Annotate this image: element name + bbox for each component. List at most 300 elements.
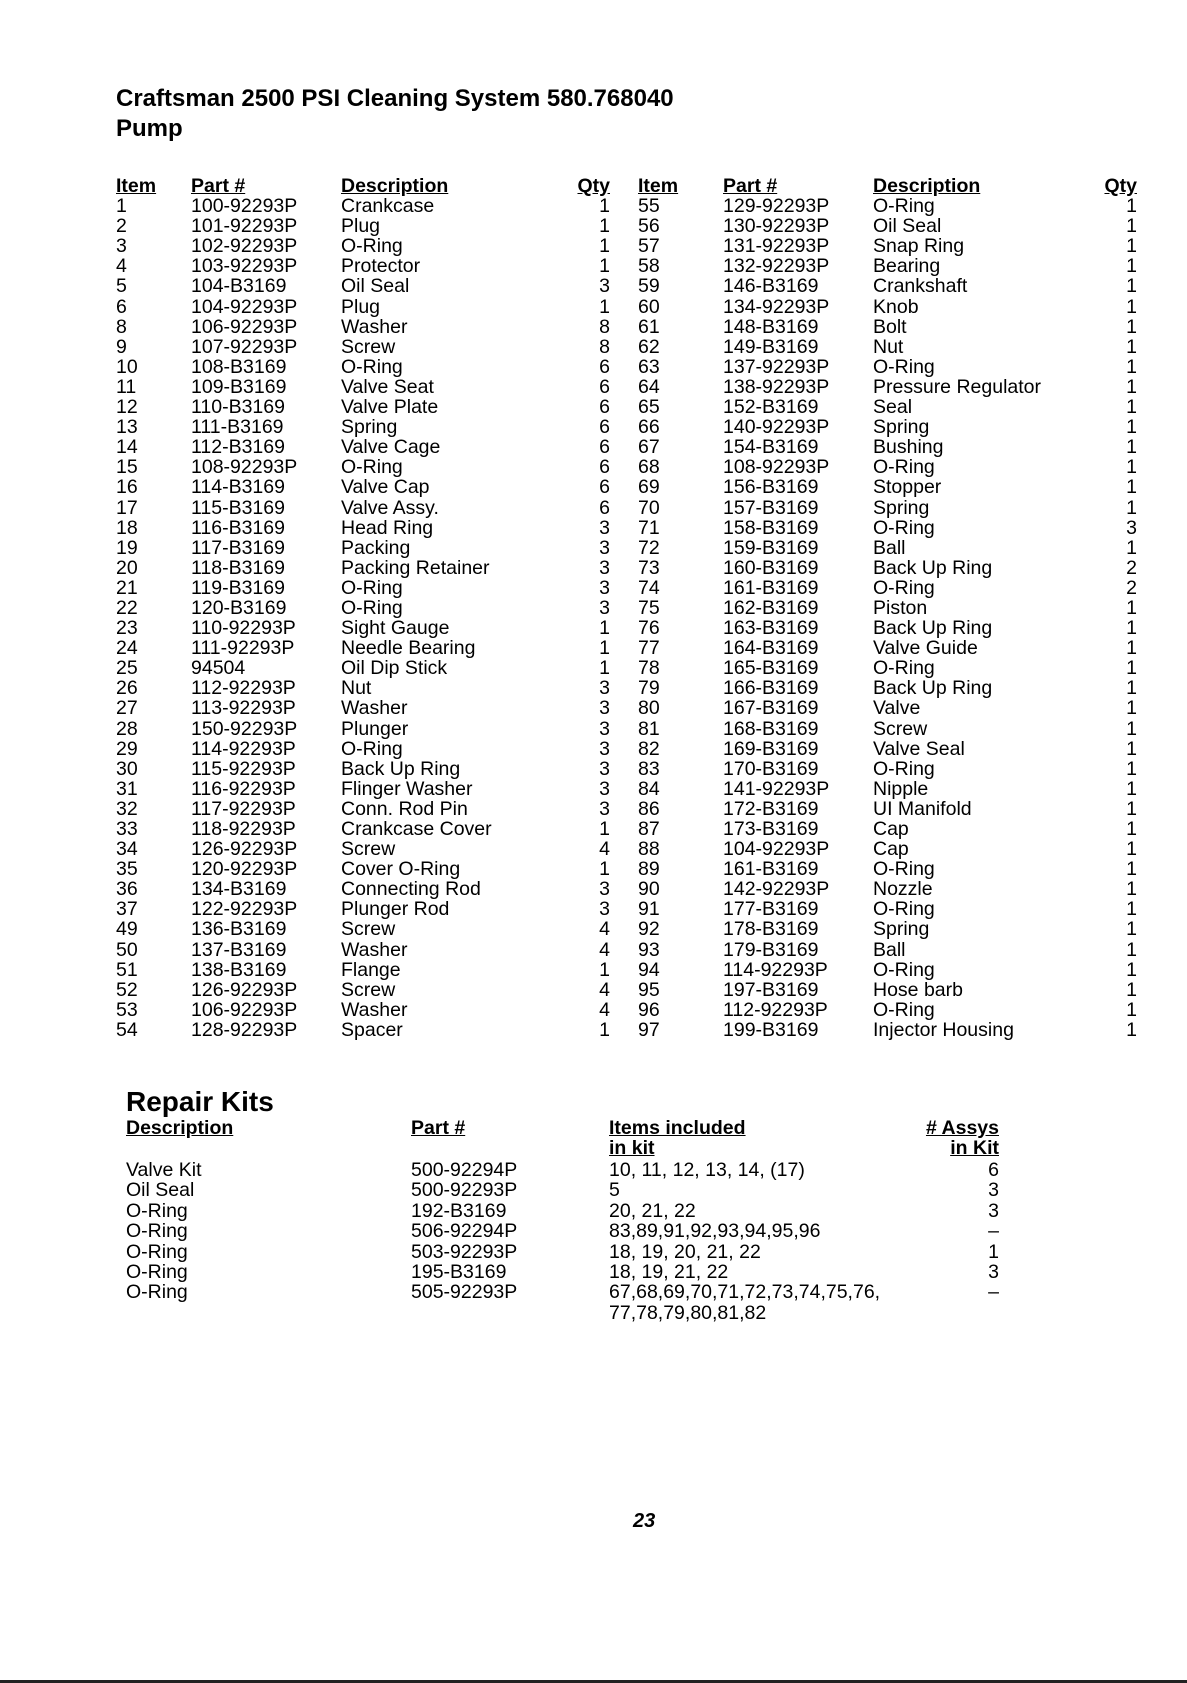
item-number: 70 bbox=[638, 496, 660, 519]
table-row bbox=[116, 357, 610, 377]
part-number: 114-92293P bbox=[191, 737, 296, 760]
part-description: Pressure Regulator bbox=[873, 375, 1041, 398]
part-description: Protector bbox=[341, 255, 421, 278]
part-qty: 1 bbox=[1126, 717, 1137, 740]
header-description: Description bbox=[341, 175, 449, 197]
parts-table-left bbox=[116, 176, 610, 1040]
part-qty: 1 bbox=[1126, 315, 1137, 338]
table-row bbox=[638, 417, 1137, 437]
item-number: 15 bbox=[116, 456, 138, 479]
repair-kits-title: Repair Kits bbox=[126, 1086, 274, 1117]
part-number: 157-B3169 bbox=[723, 496, 819, 519]
part-description: Screw bbox=[873, 717, 928, 740]
table-row bbox=[116, 698, 610, 718]
item-number: 17 bbox=[116, 496, 138, 519]
part-description: Oil Dip Stick bbox=[341, 657, 448, 680]
part-description: Nozzle bbox=[873, 878, 933, 901]
kit-row bbox=[126, 1303, 999, 1323]
kit-assys-count: – bbox=[988, 1281, 999, 1304]
kits-rows bbox=[126, 1160, 999, 1323]
kit-row bbox=[126, 1221, 999, 1241]
part-description: Spring bbox=[341, 416, 398, 439]
part-description: O-Ring bbox=[341, 355, 403, 378]
item-number: 76 bbox=[638, 617, 660, 640]
item-number: 10 bbox=[116, 355, 138, 378]
table-row bbox=[116, 397, 610, 417]
part-description: UI Manifold bbox=[873, 797, 972, 820]
document-title bbox=[116, 84, 674, 144]
kit-items-included: 67,68,69,70,71,72,73,74,75,76, bbox=[609, 1281, 881, 1304]
table-row bbox=[638, 638, 1137, 658]
part-number: 104-B3169 bbox=[191, 275, 287, 298]
item-number: 31 bbox=[116, 777, 138, 800]
table-row bbox=[116, 638, 610, 658]
part-qty: 1 bbox=[599, 1018, 610, 1041]
part-qty: 8 bbox=[599, 335, 610, 358]
part-description: Plug bbox=[341, 295, 381, 318]
table-row bbox=[116, 980, 610, 1000]
part-number: 104-92293P bbox=[191, 295, 298, 318]
part-qty: 3 bbox=[599, 898, 610, 921]
part-description: Flange bbox=[341, 958, 401, 981]
part-qty: 6 bbox=[599, 396, 610, 419]
kit-row bbox=[126, 1242, 999, 1262]
part-description: O-Ring bbox=[341, 737, 403, 760]
item-number: 54 bbox=[116, 1018, 138, 1041]
part-description: Valve Cap bbox=[341, 476, 430, 499]
part-number: 117-B3169 bbox=[191, 536, 285, 559]
parts-table-right bbox=[638, 176, 1137, 1040]
part-qty: 8 bbox=[599, 315, 610, 338]
part-qty: 1 bbox=[599, 858, 610, 881]
part-qty: 1 bbox=[1126, 777, 1137, 800]
part-number: 138-B3169 bbox=[191, 958, 287, 981]
table-row bbox=[116, 498, 610, 518]
item-number: 14 bbox=[116, 436, 138, 459]
table-row bbox=[638, 297, 1137, 317]
part-qty: 1 bbox=[1126, 335, 1137, 358]
part-description: O-Ring bbox=[873, 657, 935, 680]
part-qty: 1 bbox=[1126, 275, 1137, 298]
part-qty: 1 bbox=[1126, 978, 1137, 1001]
item-number: 92 bbox=[638, 918, 660, 941]
part-description: Washer bbox=[341, 315, 408, 338]
kits-header-assys bbox=[909, 1118, 999, 1159]
item-number: 37 bbox=[116, 898, 138, 921]
header-qty: Qty bbox=[1104, 175, 1137, 197]
part-number: 158-B3169 bbox=[723, 516, 819, 539]
table-row bbox=[638, 919, 1137, 939]
table-row bbox=[116, 477, 610, 497]
table-row bbox=[638, 739, 1137, 759]
part-number: 101-92293P bbox=[191, 215, 298, 238]
part-number: 108-92293P bbox=[191, 456, 298, 479]
part-description: O-Ring bbox=[873, 757, 935, 780]
table-row bbox=[638, 216, 1137, 236]
part-qty: 2 bbox=[1126, 556, 1137, 579]
part-qty: 1 bbox=[1126, 818, 1137, 840]
item-number: 33 bbox=[116, 818, 138, 840]
item-number: 62 bbox=[638, 335, 660, 358]
table-row bbox=[638, 618, 1137, 638]
part-description: Valve Seat bbox=[341, 375, 434, 398]
item-number: 95 bbox=[638, 978, 660, 1001]
part-description: Piston bbox=[873, 596, 928, 619]
part-qty: 2 bbox=[1126, 576, 1137, 599]
part-number: 100-92293P bbox=[191, 195, 298, 218]
part-number: 116-B3169 bbox=[191, 516, 285, 539]
kit-part-number: 506-92294P bbox=[411, 1220, 518, 1243]
part-number: 132-92293P bbox=[723, 255, 830, 278]
kits-header-description: Description bbox=[126, 1117, 234, 1139]
item-number: 2 bbox=[116, 215, 127, 238]
kits-header-items-line2: in kit bbox=[609, 1137, 655, 1160]
part-qty: 1 bbox=[1126, 536, 1137, 559]
item-number: 88 bbox=[638, 838, 660, 861]
part-description: Ball bbox=[873, 938, 906, 961]
part-number: 118-B3169 bbox=[191, 556, 285, 579]
part-qty: 6 bbox=[599, 496, 610, 519]
table-row bbox=[116, 276, 610, 296]
item-number: 68 bbox=[638, 456, 660, 479]
item-number: 61 bbox=[638, 315, 660, 338]
part-number: 149-B3169 bbox=[723, 335, 819, 358]
part-description: O-Ring bbox=[873, 576, 935, 599]
part-qty: 4 bbox=[599, 978, 610, 1001]
part-number: 134-B3169 bbox=[191, 878, 287, 901]
table-row bbox=[116, 417, 610, 437]
repair-kits-table bbox=[126, 1118, 999, 1323]
part-description: O-Ring bbox=[341, 235, 403, 258]
item-number: 77 bbox=[638, 637, 660, 660]
item-number: 83 bbox=[638, 757, 660, 780]
item-number: 75 bbox=[638, 596, 660, 619]
part-description: Connecting Rod bbox=[341, 878, 481, 901]
part-description: Screw bbox=[341, 335, 396, 358]
part-qty: 6 bbox=[599, 375, 610, 398]
part-description: Back Up Ring bbox=[873, 677, 993, 700]
part-qty: 1 bbox=[1126, 456, 1137, 479]
kit-description: O-Ring bbox=[126, 1199, 188, 1222]
table-row bbox=[116, 960, 610, 980]
table-row bbox=[638, 698, 1137, 718]
table-row bbox=[638, 658, 1137, 678]
kit-part-number: 500-92293P bbox=[411, 1179, 518, 1202]
part-qty: 1 bbox=[1126, 235, 1137, 258]
part-qty: 1 bbox=[1126, 958, 1137, 981]
table-row bbox=[638, 899, 1137, 919]
kit-part-number: 192-B3169 bbox=[411, 1199, 507, 1222]
table-row bbox=[638, 678, 1137, 698]
part-number: 112-B3169 bbox=[191, 436, 285, 459]
item-number: 1 bbox=[116, 195, 127, 218]
item-number: 80 bbox=[638, 697, 660, 720]
table-row bbox=[116, 618, 610, 638]
item-number: 58 bbox=[638, 255, 660, 278]
header-part: Part # bbox=[191, 175, 246, 197]
kit-description bbox=[126, 1303, 411, 1323]
part-qty: 1 bbox=[599, 215, 610, 238]
item-number: 57 bbox=[638, 235, 660, 258]
part-qty: 1 bbox=[1126, 677, 1137, 700]
table-row bbox=[116, 216, 610, 236]
part-number: 120-92293P bbox=[191, 858, 298, 881]
table-row bbox=[638, 1000, 1137, 1020]
part-qty: 1 bbox=[1126, 938, 1137, 961]
kits-header-items-line1: Items included bbox=[609, 1117, 746, 1139]
parts-header-row bbox=[638, 176, 1137, 196]
item-number: 6 bbox=[116, 295, 127, 318]
part-description: O-Ring bbox=[341, 576, 403, 599]
item-number: 5 bbox=[116, 275, 127, 298]
part-number: 170-B3169 bbox=[723, 757, 819, 780]
part-number: 103-92293P bbox=[191, 255, 298, 278]
part-number: 178-B3169 bbox=[723, 918, 819, 941]
table-row bbox=[638, 437, 1137, 457]
item-number: 3 bbox=[116, 235, 127, 258]
part-qty: 3 bbox=[599, 697, 610, 720]
table-row bbox=[116, 839, 610, 859]
item-number: 25 bbox=[116, 657, 138, 680]
table-row bbox=[116, 719, 610, 739]
table-row bbox=[116, 678, 610, 698]
table-row bbox=[116, 899, 610, 919]
part-qty: 3 bbox=[599, 536, 610, 559]
table-row bbox=[638, 859, 1137, 879]
kit-items-included: 18, 19, 20, 21, 22 bbox=[609, 1240, 761, 1263]
part-description: Plunger Rod bbox=[341, 898, 450, 921]
part-number: 152-B3169 bbox=[723, 396, 819, 419]
table-row bbox=[116, 819, 610, 839]
part-qty: 1 bbox=[1126, 918, 1137, 941]
part-number: 142-92293P bbox=[723, 878, 830, 901]
part-qty: 1 bbox=[1126, 375, 1137, 398]
item-number: 59 bbox=[638, 275, 660, 298]
part-description: Spring bbox=[873, 416, 930, 439]
table-row bbox=[116, 457, 610, 477]
part-number: 148-B3169 bbox=[723, 315, 819, 338]
table-row bbox=[116, 919, 610, 939]
part-description: Snap Ring bbox=[873, 235, 965, 258]
part-description: Packing Retainer bbox=[341, 556, 490, 579]
part-description: O-Ring bbox=[873, 998, 935, 1021]
part-number: 112-92293P bbox=[191, 677, 296, 700]
part-description: Knob bbox=[873, 295, 919, 318]
part-qty: 1 bbox=[1126, 898, 1137, 921]
part-description: Valve Cage bbox=[341, 436, 441, 459]
header-item: Item bbox=[638, 175, 679, 197]
part-number: 130-92293P bbox=[723, 215, 830, 238]
part-qty: 1 bbox=[1126, 617, 1137, 640]
kit-row bbox=[126, 1160, 999, 1180]
part-description: O-Ring bbox=[873, 958, 935, 981]
part-number: 107-92293P bbox=[191, 335, 298, 358]
part-number: 126-92293P bbox=[191, 978, 298, 1001]
table-row bbox=[638, 337, 1137, 357]
kit-items-included: 5 bbox=[609, 1179, 620, 1202]
part-description: Oil Seal bbox=[873, 215, 942, 238]
parts-rows-left bbox=[116, 196, 610, 1040]
table-row bbox=[116, 779, 610, 799]
part-description: Sight Gauge bbox=[341, 617, 450, 640]
item-number: 56 bbox=[638, 215, 660, 238]
part-number: 116-92293P bbox=[191, 777, 296, 800]
part-qty: 1 bbox=[599, 295, 610, 318]
table-row bbox=[116, 759, 610, 779]
table-row bbox=[638, 819, 1137, 839]
item-number: 82 bbox=[638, 737, 660, 760]
item-number: 18 bbox=[116, 516, 138, 539]
table-row bbox=[638, 980, 1137, 1000]
table-row bbox=[116, 1000, 610, 1020]
part-number: 159-B3169 bbox=[723, 536, 819, 559]
part-number: 172-B3169 bbox=[723, 797, 819, 820]
part-description: O-Ring bbox=[873, 516, 935, 539]
item-number: 66 bbox=[638, 416, 660, 439]
part-description: Head Ring bbox=[341, 516, 434, 539]
part-qty: 1 bbox=[1126, 436, 1137, 459]
part-description: Crankcase bbox=[341, 195, 435, 218]
item-number: 93 bbox=[638, 938, 660, 961]
part-qty: 1 bbox=[1126, 295, 1137, 318]
part-number: 199-B3169 bbox=[723, 1018, 819, 1041]
kits-header-assys-line2: in Kit bbox=[950, 1137, 999, 1160]
table-row bbox=[638, 317, 1137, 337]
item-number: 78 bbox=[638, 657, 660, 680]
item-number: 8 bbox=[116, 315, 127, 338]
page-number: 23 bbox=[633, 1510, 656, 1532]
part-description: Plug bbox=[341, 215, 381, 238]
header-part: Part # bbox=[723, 175, 778, 197]
part-number: 166-B3169 bbox=[723, 677, 819, 700]
item-number: 29 bbox=[116, 737, 138, 760]
part-number: 163-B3169 bbox=[723, 617, 819, 640]
part-description: O-Ring bbox=[341, 456, 403, 479]
part-number: 161-B3169 bbox=[723, 576, 819, 599]
table-row bbox=[638, 397, 1137, 417]
item-number: 81 bbox=[638, 717, 660, 740]
part-description: Spring bbox=[873, 918, 930, 941]
table-row bbox=[638, 357, 1137, 377]
part-qty: 3 bbox=[599, 516, 610, 539]
header-item: Item bbox=[116, 175, 157, 197]
item-number: 51 bbox=[116, 958, 138, 981]
part-number: 111-92293P bbox=[191, 637, 295, 660]
kit-description: O-Ring bbox=[126, 1281, 188, 1304]
kit-row bbox=[126, 1201, 999, 1221]
item-number: 9 bbox=[116, 335, 127, 358]
kit-assys-count bbox=[909, 1303, 999, 1323]
item-number: 84 bbox=[638, 777, 660, 800]
kit-assys-count: 1 bbox=[988, 1240, 999, 1263]
item-number: 64 bbox=[638, 375, 660, 398]
table-row bbox=[638, 276, 1137, 296]
part-qty: 1 bbox=[1126, 998, 1137, 1021]
part-qty: 1 bbox=[599, 195, 610, 218]
part-description: Back Up Ring bbox=[341, 757, 461, 780]
part-description: Stopper bbox=[873, 476, 942, 499]
item-number: 90 bbox=[638, 878, 660, 901]
item-number: 89 bbox=[638, 858, 660, 881]
item-number: 23 bbox=[116, 617, 138, 640]
table-row bbox=[638, 477, 1137, 497]
header-description: Description bbox=[873, 175, 981, 197]
part-number: 173-B3169 bbox=[723, 818, 819, 840]
part-description: Bearing bbox=[873, 255, 941, 278]
part-qty: 3 bbox=[1126, 516, 1137, 539]
kits-header-assys-line1: # Assys bbox=[925, 1117, 999, 1139]
part-description: Valve Assy. bbox=[341, 496, 439, 519]
item-number: 87 bbox=[638, 818, 660, 840]
part-number: 113-92293P bbox=[191, 697, 296, 720]
kit-description: O-Ring bbox=[126, 1261, 188, 1284]
item-number: 28 bbox=[116, 717, 138, 740]
part-number: 179-B3169 bbox=[723, 938, 819, 961]
part-description: Valve Seal bbox=[873, 737, 965, 760]
part-number: 136-B3169 bbox=[191, 918, 287, 941]
part-qty: 1 bbox=[1126, 255, 1137, 278]
part-qty: 1 bbox=[1126, 355, 1137, 378]
part-qty: 1 bbox=[599, 637, 610, 660]
part-qty: 1 bbox=[1126, 476, 1137, 499]
part-number: 161-B3169 bbox=[723, 858, 819, 881]
item-number: 86 bbox=[638, 797, 660, 820]
part-qty: 1 bbox=[1126, 757, 1137, 780]
kit-assys-count: 3 bbox=[988, 1199, 999, 1222]
part-number: 177-B3169 bbox=[723, 898, 819, 921]
kit-assys-count: 6 bbox=[988, 1159, 999, 1181]
table-row bbox=[638, 236, 1137, 256]
part-description: Cap bbox=[873, 818, 909, 840]
item-number: 73 bbox=[638, 556, 660, 579]
part-number: 169-B3169 bbox=[723, 737, 819, 760]
part-qty: 1 bbox=[599, 958, 610, 981]
kits-header-row bbox=[126, 1118, 999, 1160]
part-qty: 1 bbox=[599, 235, 610, 258]
part-number: 118-92293P bbox=[191, 818, 296, 840]
part-description: O-Ring bbox=[873, 858, 935, 881]
kit-row bbox=[126, 1282, 999, 1302]
part-number: 126-92293P bbox=[191, 838, 298, 861]
kit-description: Oil Seal bbox=[126, 1179, 195, 1202]
part-qty: 4 bbox=[599, 918, 610, 941]
table-row bbox=[116, 196, 610, 216]
kit-items-included: 18, 19, 21, 22 bbox=[609, 1261, 729, 1284]
part-qty: 3 bbox=[599, 757, 610, 780]
table-row bbox=[638, 598, 1137, 618]
item-number: 32 bbox=[116, 797, 138, 820]
item-number: 35 bbox=[116, 858, 138, 881]
table-row bbox=[638, 719, 1137, 739]
kit-part-number bbox=[411, 1303, 609, 1323]
table-row bbox=[116, 598, 610, 618]
table-row bbox=[116, 256, 610, 276]
part-number: 108-B3169 bbox=[191, 355, 287, 378]
part-description: Bolt bbox=[873, 315, 907, 338]
part-description: Flinger Washer bbox=[341, 777, 473, 800]
part-number: 115-92293P bbox=[191, 757, 296, 780]
kit-row bbox=[126, 1262, 999, 1282]
part-description: Back Up Ring bbox=[873, 556, 993, 579]
table-row bbox=[116, 799, 610, 819]
part-number: 167-B3169 bbox=[723, 697, 819, 720]
item-number: 22 bbox=[116, 596, 138, 619]
part-qty: 3 bbox=[599, 797, 610, 820]
table-row bbox=[638, 558, 1137, 578]
item-number: 13 bbox=[116, 416, 138, 439]
part-qty: 1 bbox=[1126, 416, 1137, 439]
item-number: 65 bbox=[638, 396, 660, 419]
